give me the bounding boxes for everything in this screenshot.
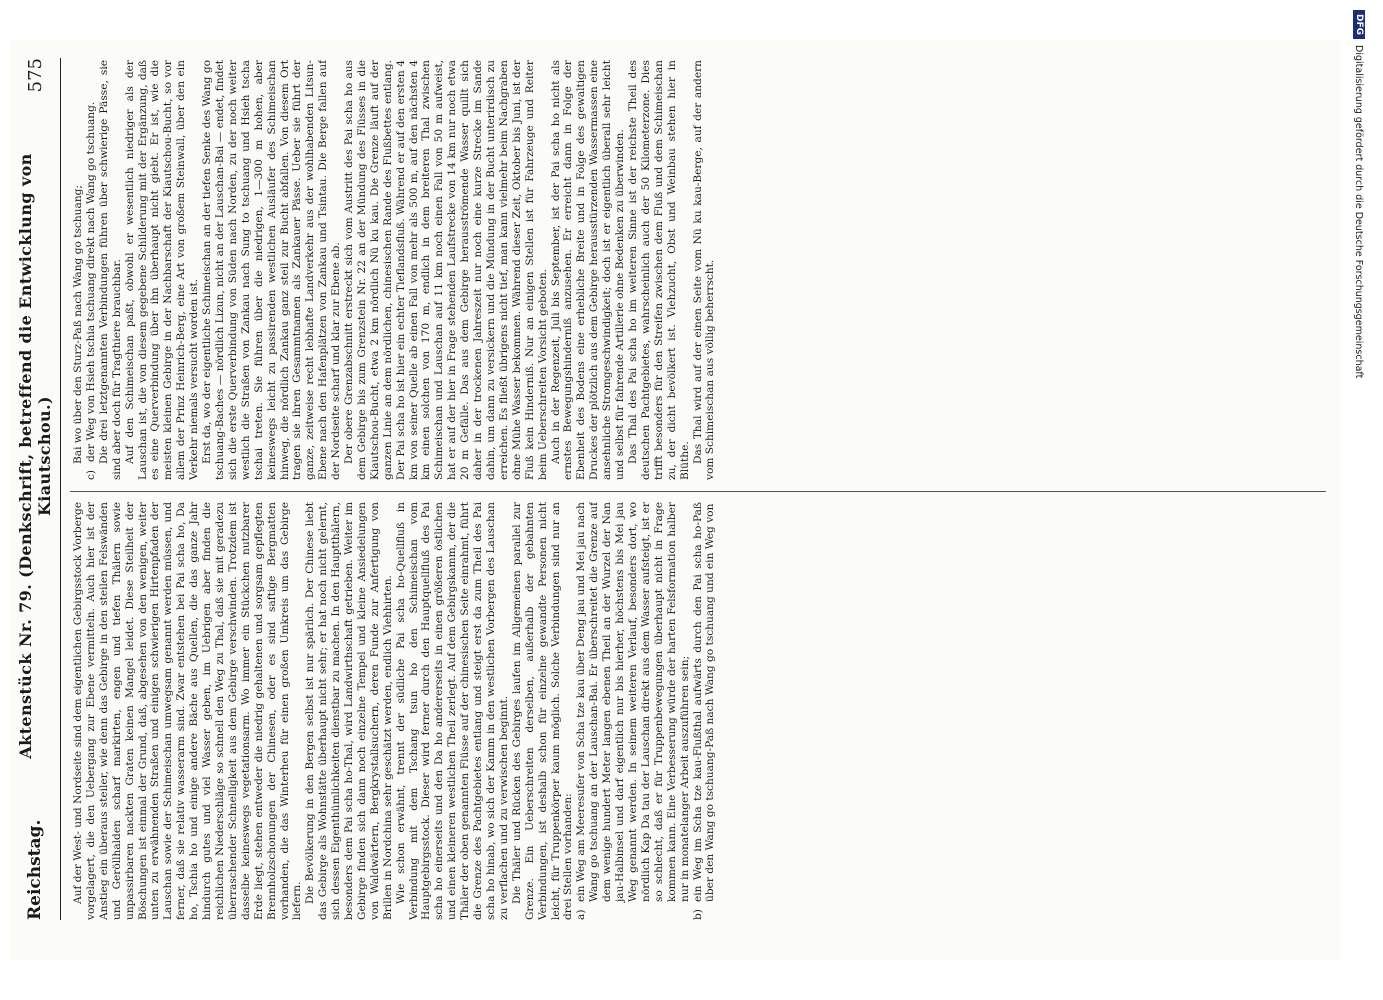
list-item (85, 60, 98, 480)
header-title: Aktenstück Nr. 79. (Denkschrift, betreffend die Entwicklung von Kiautschou.) (16, 153, 54, 759)
digitization-credit: Digitalisierung gefördert durch die Deutsche Forschungsgemeinschaft (1353, 45, 1365, 379)
list-item (575, 502, 691, 920)
digitization-sidebar (1355, 10, 1377, 995)
paragraph: Das Thal des Pai scha ho im weiteren Sinne ist der reichste Theil des deutschen Pachtgebietes, wahrscheinlich auch der 50 Kilometerzone. Dies trifft besonders für den Streifen zwischen dem Fluß und dem Schimeischan zu, der dicht bevölkert ist. Viehzucht, Obst und Weinbau stehen hier in Blüthe. (626, 60, 691, 480)
right-column (72, 60, 1330, 480)
paragraph: Bai wo über den Sturz-Paß nach Wang go tschuang; (72, 185, 84, 464)
list-item-label: a) (575, 909, 588, 920)
list-item-text: ein Weg im Scha tze kau-Flußthal aufwärts durch den Pai scha ho-Paß über den Wang go tschuang-Paß nach Wang go tschuang und ein Weg von (691, 502, 717, 902)
paragraph: Auf den Schimeischan paßt, obwohl er wesentlich niedriger als der Lauschan ist, die von diesem gegebene Schilderung mit der Ergänzung, daß es eine Querverbindung über ihn überhaupt nicht giebt. Er ist, wie die meisten kleinen Gebirge in der Nachbarschaft der Kiautschou-Bucht, so vor allem der Prinz Heinrich-Berg, eine Art von großem Steinwall, über den ein Verkehr niemals versucht worden ist. (123, 60, 201, 480)
paragraph: Die Bevölkerung in den Bergen selbst ist nur spärlich. Der Chinese liebt das Gebirge als Wohnstätte überhaupt nicht sehr; er hat noch nicht gelernt, sich dessen Eigenthümlichkeiten dienstbar zu machen. In den Hauptthälern, besonders dem Pai scha ho-Thal, wird Landwirthschaft getrieben. Weiter im Gebirge finden sich dann noch einzelne Tempel und kleine Ansiedelungen von Waldwärtern, Bergkrystallsuchern, deren Funde zur Anfertigung von Brillen in Nordchina sehr geschätzt werden, endlich Viehhirten. (304, 502, 394, 920)
paragraph: Erst da, wo der eigentliche Schimeischan an der tiefen Senke des Wang go tschuang-Baches — nördlich Lizun, nicht an der Lauschan-Bai — endet, findet sich die erste Querverbindung von Süden nach Norden, zu der noch weiter westlich die Straßen von Zankau nach Sung to tschuang und Hsieh tscha tschai treten. Sie führen über die niedrigen, 1—300 m hohen, aber keineswegs leicht zu passirenden westlichen Ausläufer des Schimeischan hinweg, die nördlich Zankau ganz steil zur Bucht abfallen. Von diesem Ort tragen sie ihren Gesammtnamen als Zankauer Pässe. Ueber sie führt der ganze, zeitweise recht lebhafte Landverkehr aus der wohlhabenden Litsun-Ebene nach den Hafenplätzen von Zankau und Tsintau. Die Berge fallen auf der Nordseite scharf und klar zur Ebene ab. (201, 60, 343, 480)
paragraph: Das Thal wird auf der einen Seite vom Nü ku kau-Berge, auf der andern vom Schimeischan aus völlig beherrscht. (691, 60, 717, 480)
paragraph: Die drei letztgenannten Verbindungen führen über schwierige Pässe, sie sind aber doch für Tragthiere brauchbar. (97, 60, 123, 480)
paragraph: Die Thäler und Rücken des Gebirges laufen im Allgemeinen parallel zur Grenze. Ein Ueberschreiten derselben, außerhalb der gebahnten Verbindungen, ist deshalb schon für einzelne gewandte Personen nicht leicht, für Truppenkörper kaum möglich. Solche Verbindungen sind nur an drei Stellen vorhanden: (510, 502, 575, 920)
header-left: Reichstag. (25, 819, 45, 920)
list-item-text: ein Weg am Meeresufer von Scha tze kau über Deng jau und Mei jau nach Wang go tschuang an der Lauschan-Bai. Er überschreitet die Grenze auf dem wenige hundert Meter langen ebenen Theil an der Wurzel der Nan jau-Halbinsel und darf eigentlich nur bis hierher, höchstens bis Mei jau Weg genannt werden. In seinem weiteren Verlauf, besonders dort, wo nördlich Kap Da tau der Lauschan direkt aus dem Wasser aufsteigt, ist er so schlecht, daß er für Truppenbewegungen überhaupt nicht in Frage kommen kann. Eine Verbesserung würde der harten Felsformation halber nur in monatelanger Arbeit auszuführen sein; (575, 502, 691, 902)
list-item-label: b) (691, 909, 704, 920)
list-item-text: der Weg von Hsieh tschia tschuang direkt nach Wang go tschuang. (84, 101, 97, 462)
column-divider (70, 491, 1326, 492)
paragraph: Auf der West- und Nordseite sind dem eigentlichen Gebirgsstock Vorberge vorgelagert, die den Uebergang zur Ebene vermitteln. Auch hier ist der Anstieg ein überaus steiler, wie denn das Gebirge in den steilen Felswänden und Geröllhalden scharf markirten, engen und tiefen Thälern sowie unpassirbaren nackten Graten keinen Mangel leidet. Diese Steilheit der Böschungen ist einmal der Grund, daß, abgesehen von den wenigen, weiter unten zu erwähnenden Straßen und einigen schwierigen Hirtenpfaden der Lauschan sowie der Schimeischan umwegsam genannt werden müssen, und ferner, daß sie relativ wasserarm sind. Zwar entstehen bei Pai scha ho, Da ho, Tschia ho und einige andere Bäche aus Quellen, die das ganze Jahr hindurch gutes und viel Wasser geben, im Uebrigen aber finden die reichlichen Niederschläge so schnell den Weg zu Thal, daß sie mit geradezu überraschender Schnelligkeit aus dem Gebirge verschwinden. Trotzdem ist dasselbe keineswegs vegetationsarm. Wo immer ein Stückchen nutzbarer Erde liegt, stehen entweder die niedrig gehaltenen und sorgsam gepflegten Brennholzschonungen der Chinesen, oder es sind saftige Bergmatten vorhanden, die das Winterheu für einen großen Umkreis um das Gebirge liefern. (72, 502, 304, 920)
paragraph: Der obere Grenzabschnitt erstreckt sich vom Austritt des Pai scha ho aus dem Gebirge bis zum Grenzstein Nr. 22 an der Mündung des Flüsses in die Kiautschou-Bucht, etwa 2 km nördlich Nü ku kau. Die Grenze läuft auf der ganzen Linie an dem nördlichen, chinesischen Rande des Flußbettes entlang. Der Pai scha ho ist hier ein echter Tieflandsfluß. Während er auf den ersten 4 km von seiner Quelle ab einen Fall von mehr als 500 m, auf den nächsten 4 km einen solchen von 170 m, endlich in dem breiteren Thal zwischen Schimeischan und Lauschan auf 11 km noch einen Fall von 50 m aufweist, hat er auf der hier in Frage stehenden Laufstrecke von 14 km nur noch etwa 20 m Gefälle. Das aus dem Gebirge herausströmende Wasser quillt sich daher in der trockenen Jahreszeit nur noch eine kurze Strecke im Sande dahin, um dann zu versickern und die Mündung in der Bucht unterirdisch zu erreichen. Es fließt übrigens nicht tief, man kann vielmehr beim Nachgraben ohne Mühe Wasser bekommen. Während dieser Zeit, Oktober bis Juni, ist der Fluß kein Hinderniß. Nur an einigen Stellen ist für Fahrzeuge und Reiter beim Ueberschreiten Vorsicht geboten. (343, 60, 549, 480)
paragraph: Wie schon erwähnt, trennt der südliche Pai scha ho-Quellfluß in Verbindung mit dem Tschang tsun ho den Schimeischan vom Hauptgebirgsstock. Dieser wird ferner durch den Hauptquellfluß des Pai scha ho einerseits und den Da ho andererseits in einen größeren östlichen und einen kleineren westlichen Theil zerlegt. Auf dem Gebirgskamm, der die Thäler der oben genannten Flüsse auf der chinesischen Seite einrahmt, führt die Grenze des Pachtgebietes entlang und steigt erst da zum Theil des Pai scha ho hinab, wo sich der Kamm in den westlichen Vorbergen des Lauschan zu verflachen und zu verwischen beginnt. (394, 502, 510, 920)
list-item (692, 502, 718, 920)
paragraph: Auch in der Regenzeit, Juli bis September, ist der Pai scha ho nicht als ernstes Bewegungshinderniß anzusehen. Er erreicht dann in Folge der Ebenheit des Bodens eine erhebliche Breite und in Folge des gewaltigen Druckes der plötzlich aus dem Gebirge herausstürzenden Wassermassen eine ansehnliche Stromgeschwindigkeit; doch ist er eigentlich überall sehr leicht und selbst für fahrende Artillerie ohne Bedenken zu überwinden. (549, 60, 627, 480)
list-item-label: c) (84, 469, 97, 480)
rotated-page (10, 40, 1340, 960)
dfg-logo: DFG (1353, 10, 1365, 39)
page-number: 575 (24, 58, 46, 93)
left-column (72, 502, 1330, 920)
page-header (10, 58, 61, 920)
